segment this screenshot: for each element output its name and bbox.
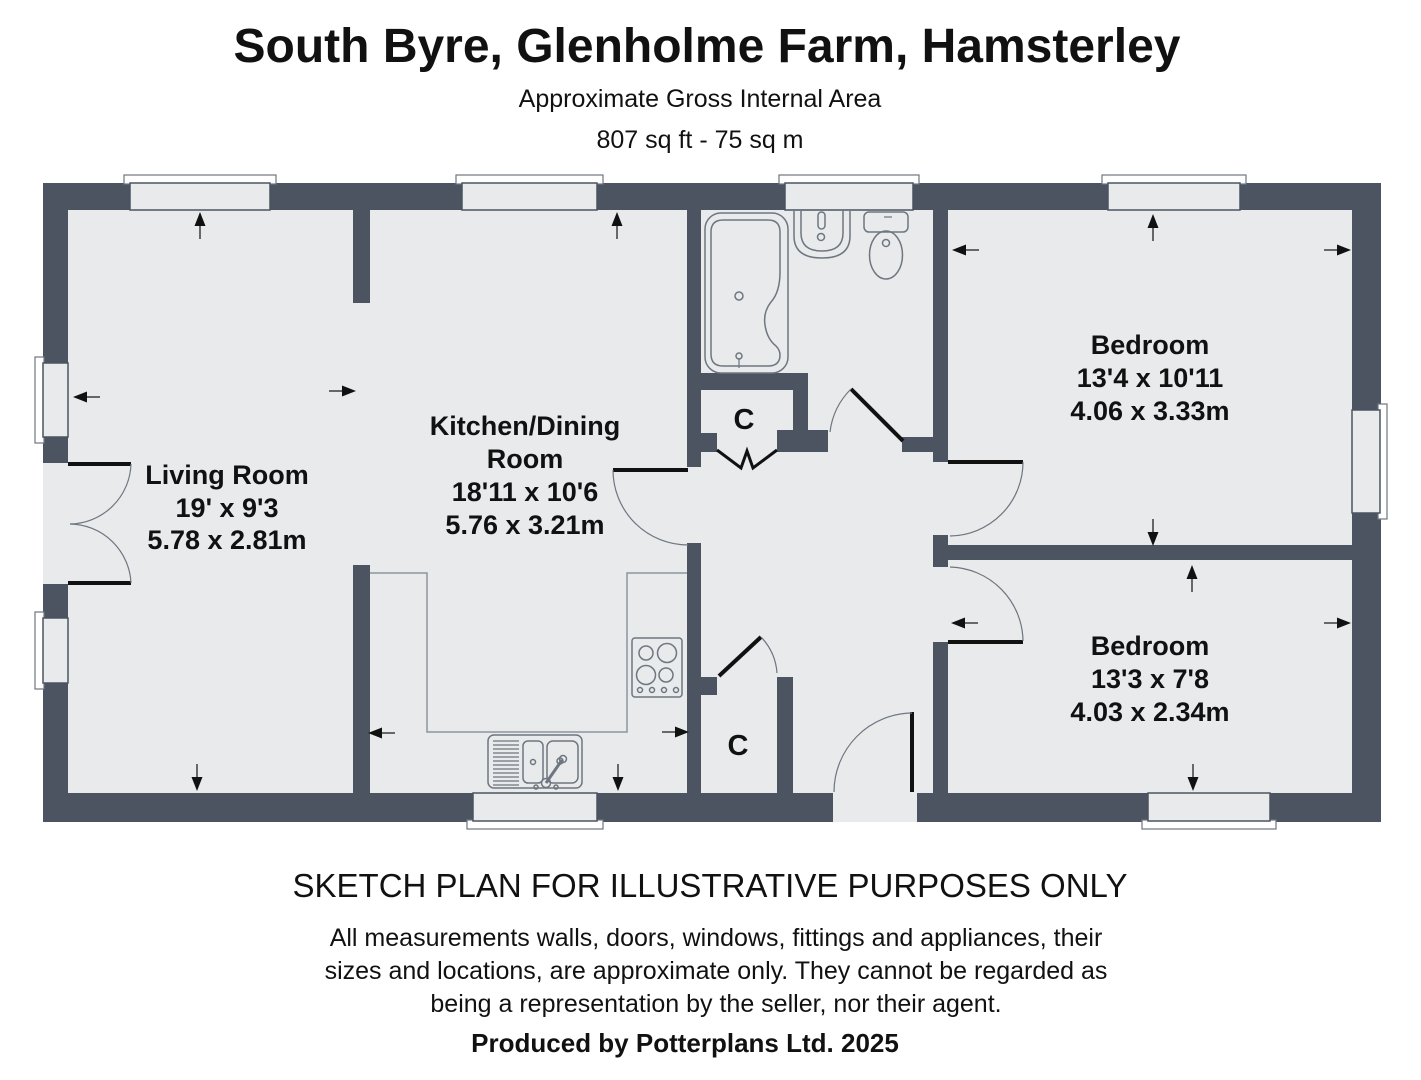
window-bathroom-top xyxy=(779,175,919,210)
window-glass xyxy=(43,618,68,683)
bedroom2-name: Bedroom xyxy=(1090,631,1210,661)
disclaimer-line1: All measurements walls, doors, windows, fittings and appliances, their xyxy=(329,924,1103,952)
window-bedroom1-right xyxy=(1352,404,1387,519)
kitchen-metric: 5.76 x 3.21m xyxy=(445,510,605,540)
window-bedroom2-bottom xyxy=(1142,793,1276,829)
living-kitchen-wall-upper xyxy=(353,210,370,303)
window-glass xyxy=(785,183,913,210)
living-room-imperial: 19' x 9'3 xyxy=(175,493,279,523)
kitchen-bathroom-wall xyxy=(687,210,701,467)
closet1-left-stub xyxy=(701,433,717,452)
kitchen-name-line2: Room xyxy=(486,444,564,474)
closet2-right-wall xyxy=(777,677,793,793)
closet1-right-stub xyxy=(777,430,828,452)
bedroom1-name: Bedroom xyxy=(1090,330,1210,360)
closet1-label: C xyxy=(733,404,755,436)
closet2-left-stub xyxy=(701,677,717,695)
kitchen-imperial: 18'11 x 10'6 xyxy=(451,477,599,507)
window-bedroom1-top xyxy=(1102,175,1246,210)
window-glass xyxy=(473,793,597,821)
page-title: South Byre, Glenholme Farm, Hamsterley xyxy=(233,20,1181,73)
sketch-note: SKETCH PLAN FOR ILLUSTRATIVE PURPOSES ONLY xyxy=(292,867,1128,904)
window-kitchen-top xyxy=(456,175,603,210)
kitchen-hall-wall-lower xyxy=(687,543,701,793)
french-door-opening xyxy=(43,463,68,584)
window-kitchen-bottom xyxy=(467,793,603,829)
window-glass xyxy=(1148,793,1270,821)
window-living-left-lower xyxy=(35,612,68,689)
disclaimer-line3: being a representation by the seller, nor their agent. xyxy=(430,990,1002,1018)
front-door-opening xyxy=(833,793,917,822)
living-room-metric: 5.78 x 2.81m xyxy=(147,525,307,555)
bedroom1-metric: 4.06 x 3.33m xyxy=(1070,396,1230,426)
window-glass xyxy=(462,183,597,210)
living-kitchen-wall-lower xyxy=(353,565,370,793)
window-living-top xyxy=(124,175,276,210)
bathroom-door-stub xyxy=(902,437,934,452)
producer-credit: Produced by Potterplans Ltd. 2025 xyxy=(471,1028,899,1058)
bedroom-divider-wall xyxy=(948,545,1352,560)
bedroom1-imperial: 13'4 x 10'11 xyxy=(1076,363,1224,393)
bedroom2-metric: 4.03 x 2.34m xyxy=(1070,697,1230,727)
bedroom2-imperial: 13'3 x 7'8 xyxy=(1091,664,1209,694)
window-glass xyxy=(1108,183,1240,210)
kitchen-name-line1: Kitchen/Dining xyxy=(429,411,621,441)
hall-bedroom-wall-lower xyxy=(933,642,948,793)
disclaimer-line2: sizes and locations, are approximate only. They cannot be regarded as xyxy=(324,957,1108,985)
window-glass xyxy=(130,183,270,210)
bathroom-bottom-wall xyxy=(687,373,808,390)
window-living-left-upper xyxy=(35,357,68,443)
hall-bedroom-wall-mid xyxy=(933,535,948,567)
hall-bedroom-wall-upper xyxy=(933,210,948,462)
gross-area: 807 sq ft - 75 sq m xyxy=(596,126,804,154)
subtitle: Approximate Gross Internal Area xyxy=(518,85,882,113)
closet2-label: C xyxy=(727,730,749,762)
living-room-name: Living Room xyxy=(145,460,309,490)
window-glass xyxy=(1352,410,1380,513)
window-glass xyxy=(43,363,68,437)
